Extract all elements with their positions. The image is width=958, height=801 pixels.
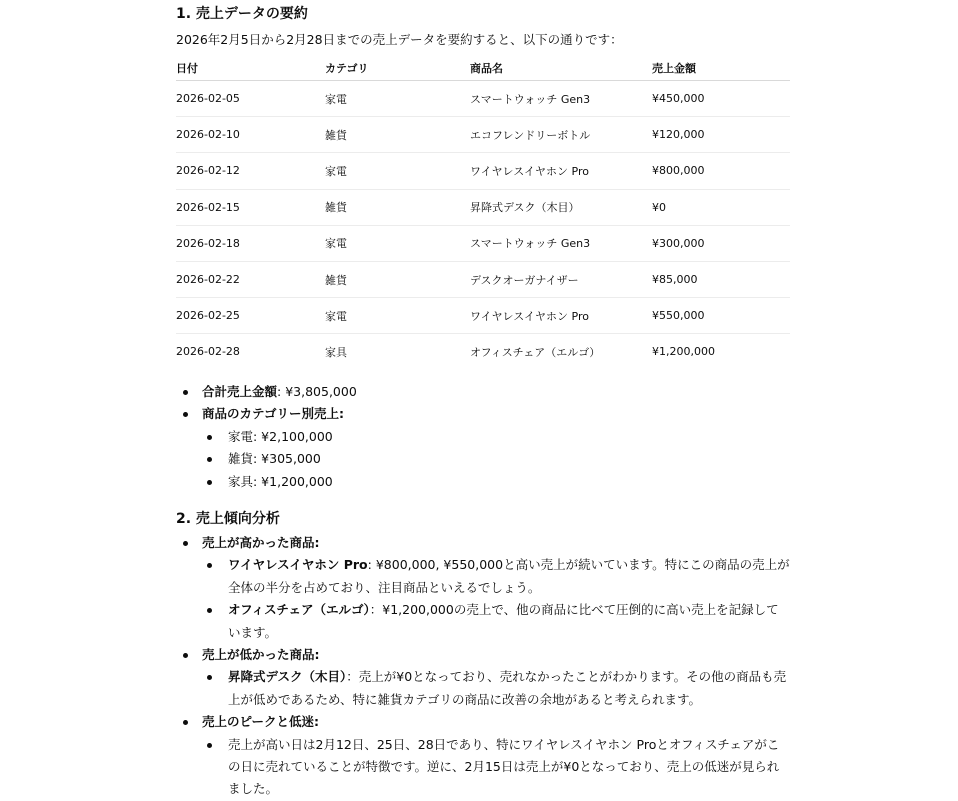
- product-note: ：売上が¥0となっており、売れなかったことがわかります。その他の商品も売上が低めであるため、特に雑貨カテゴリの商品に改善の余地があると考えられます。: [228, 669, 787, 707]
- table-row: [176, 81, 790, 117]
- list-item: 家具: ¥1,200,000: [202, 471, 790, 493]
- cell-category: 雑貨: [325, 261, 470, 297]
- cell-date: 2026-02-10: [176, 117, 325, 153]
- section1-heading: 1. 売上データの要約: [176, 6, 308, 22]
- cell-category: 雑貨: [325, 189, 470, 225]
- cell-category: 家具: [325, 345, 347, 359]
- cell-date: 2026-02-15: [176, 189, 325, 225]
- table-row: [176, 225, 790, 261]
- cell-date: 2026-02-12: [176, 153, 325, 189]
- list-item: [190, 403, 790, 493]
- cell-date: 2026-02-22: [176, 261, 325, 297]
- table-row: [176, 153, 790, 189]
- table-row: [176, 298, 790, 334]
- table-row: [176, 117, 790, 153]
- cell-amount: ¥550,000: [652, 298, 790, 334]
- cell-product: エコフレンドリーボトル: [470, 117, 652, 153]
- peak-label: 売上のピークと低迷:: [202, 714, 319, 730]
- list-item: 家電: ¥2,100,000: [202, 426, 790, 448]
- cell-product: スマートウォッチ Gen3: [470, 225, 652, 261]
- header-category: カテゴリ: [325, 56, 470, 81]
- cell-amount: ¥300,000: [652, 225, 790, 261]
- cell-date: 2026-02-25: [176, 298, 325, 334]
- list-item: [202, 554, 790, 599]
- section2-heading: 2. 売上傾向分析: [176, 511, 280, 527]
- list-item: [190, 644, 790, 711]
- table-row: [176, 261, 790, 297]
- product-note: : ¥800,000, ¥550,000と高い売上が続いています。特にこの商品の売上が全体の半分を占めており、注目商品といえるでしょう。: [228, 557, 790, 595]
- product-note: ：¥1,200,000の売上で、他の商品に比べて圧倒的に高い売上を記録しています。: [228, 602, 779, 640]
- cell-category: 雑貨: [325, 117, 470, 153]
- cell-category: 家電: [325, 81, 470, 117]
- cell-product: ワイヤレスイヤホン Pro: [470, 298, 652, 334]
- low-sales-list: [202, 666, 790, 711]
- cell-date: 2026-02-05: [176, 81, 325, 117]
- summary-list: [190, 381, 790, 493]
- table-row: [176, 334, 790, 370]
- cell-date: 2026-02-28: [176, 345, 240, 359]
- list-item: 雑貨: ¥305,000: [202, 448, 790, 470]
- cell-amount: ¥120,000: [652, 117, 790, 153]
- list-item: [190, 381, 790, 403]
- list-item: [190, 532, 790, 644]
- header-date: 日付: [176, 56, 325, 81]
- total-value: : ¥3,805,000: [277, 384, 357, 399]
- total-label: 合計売上金額: [202, 384, 278, 399]
- cell-product: スマートウォッチ Gen3: [470, 81, 652, 117]
- high-sales-list: [202, 554, 790, 644]
- cell-category: 家電: [325, 225, 470, 261]
- low-sales-label: 売上が低かった商品:: [202, 647, 320, 663]
- cell-product: 昇降式デスク（木目）: [470, 189, 652, 225]
- analysis-list: [190, 532, 790, 801]
- product-name: ワイヤレスイヤホン Pro: [228, 557, 368, 573]
- list-item: 売上が高い日は2月12日、25日、28日であり、特にワイヤレスイヤホン Proとオフィスチェアがこの日に売れていることが特徴です。逆に、2月15日は売上が¥0となっており、売上の低迷が見られました。: [202, 734, 790, 801]
- list-item: [190, 711, 790, 801]
- section1-intro: 2026年2月5日から2月28日までの売上データを要約すると、以下の通りです：: [176, 32, 623, 47]
- cell-product: デスクオーガナイザー: [470, 261, 652, 297]
- peak-list: [202, 734, 790, 801]
- cell-date: 2026-02-18: [176, 225, 325, 261]
- product-name: オフィスチェア（エルゴ）: [228, 602, 370, 618]
- category-list: [202, 426, 790, 493]
- header-amount: 売上金額: [652, 56, 790, 81]
- cell-amount: ¥450,000: [652, 81, 790, 117]
- table-header-row: [176, 56, 790, 81]
- cell-product: ワイヤレスイヤホン Pro: [470, 153, 652, 189]
- cell-amount: ¥85,000: [652, 261, 790, 297]
- cell-amount: ¥1,200,000: [652, 345, 715, 359]
- cell-category: 家電: [325, 153, 470, 189]
- cell-product: オフィスチェア（エルゴ）: [470, 345, 601, 359]
- list-item: [202, 666, 790, 711]
- table-row: [176, 189, 790, 225]
- cell-amount: ¥800,000: [652, 153, 790, 189]
- sales-table: [176, 56, 790, 370]
- header-product: 商品名: [470, 56, 652, 81]
- product-name: 昇降式デスク（木目）: [228, 669, 347, 685]
- list-item: [202, 599, 790, 644]
- high-sales-label: 売上が高かった商品:: [202, 535, 320, 550]
- cell-category: 家電: [325, 298, 470, 334]
- category-label: 商品のカテゴリー別売上:: [202, 406, 344, 422]
- cell-amount: ¥0: [652, 189, 790, 225]
